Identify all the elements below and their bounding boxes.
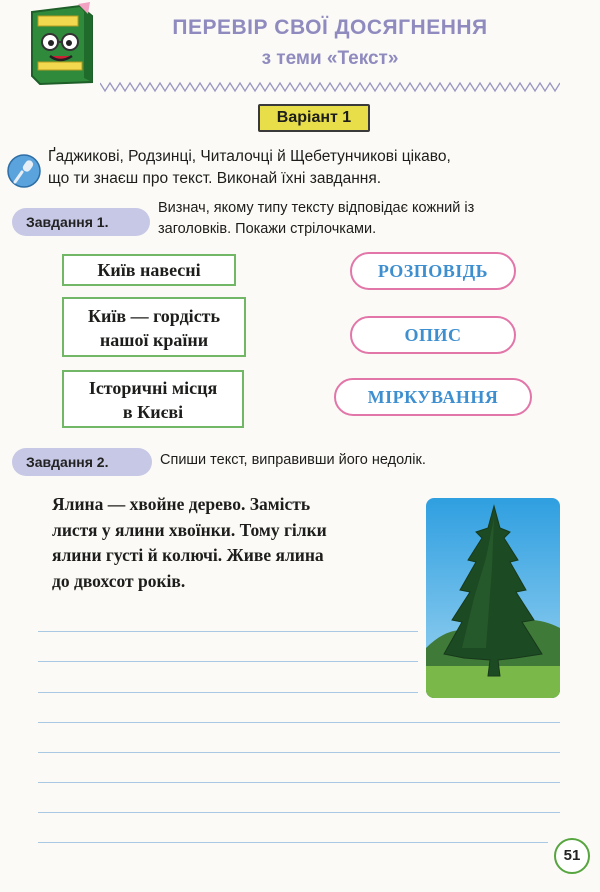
page-number: 51: [554, 838, 590, 874]
variant-badge: Варіант 1: [258, 104, 370, 132]
title-box-2-line: нашої країни: [99, 330, 209, 350]
title-box-2-line: Київ — гордість: [87, 306, 221, 326]
task1-line: Визнач, якому типу тексту відповідає кожний із: [158, 200, 475, 216]
writing-line[interactable]: [38, 661, 418, 662]
title-box-3-line: в Києві: [122, 402, 184, 422]
poem-line: ялини густі й колючі. Живе ялина: [52, 545, 324, 565]
intro-line: Ґаджикові, Родзинці, Читалочці й Щебетунчикові цікаво,: [48, 148, 451, 165]
writing-line[interactable]: [38, 752, 560, 753]
task2-instructions: Спиши текст, виправивши його недолік.: [160, 452, 426, 468]
title-box-2[interactable]: [62, 297, 246, 357]
task2-text: [52, 492, 422, 594]
writing-line[interactable]: [38, 631, 418, 632]
poem-line: листя у ялини хвоїнки. Тому гілки: [52, 519, 327, 540]
intro-line: що ти знаєш про текст. Виконай їхні завдання.: [48, 170, 382, 187]
task1-instructions: [158, 198, 578, 240]
title-box-1[interactable]: [62, 254, 236, 286]
microphone-icon: [6, 153, 42, 189]
fir-tree-photo: [426, 498, 560, 698]
title-box-3-line: Історичні місця: [88, 378, 218, 398]
writing-line[interactable]: [38, 842, 548, 843]
task1-line: заголовків. Покажи стрілочками.: [158, 221, 377, 237]
zigzag-divider: [100, 80, 560, 94]
book-mascot-icon: [22, 2, 102, 86]
writing-line[interactable]: [38, 692, 418, 693]
type-pill-1[interactable]: РОЗПОВІДЬ: [350, 252, 516, 290]
task2-tag: Завдання 2.: [12, 448, 152, 476]
writing-line[interactable]: [38, 722, 560, 723]
title-box-3[interactable]: [62, 370, 244, 428]
poem-line: до двохсот років.: [52, 570, 186, 591]
type-pill-3[interactable]: МІРКУВАННЯ: [334, 378, 532, 416]
type-pill-2[interactable]: ОПИС: [350, 316, 516, 354]
writing-line[interactable]: [38, 782, 560, 783]
task1-tag: Завдання 1.: [12, 208, 150, 236]
title-box-1-text: Київ навесні: [97, 260, 201, 280]
page-subtitle: з теми «Текст»: [261, 48, 399, 69]
intro-text: [48, 146, 568, 190]
writing-line[interactable]: [38, 812, 560, 813]
page-title: ПЕРЕВІР СВОЇ ДОСЯГНЕННЯ: [172, 16, 488, 39]
poem-line: Ялина — хвойне дерево. Замість: [52, 494, 311, 514]
